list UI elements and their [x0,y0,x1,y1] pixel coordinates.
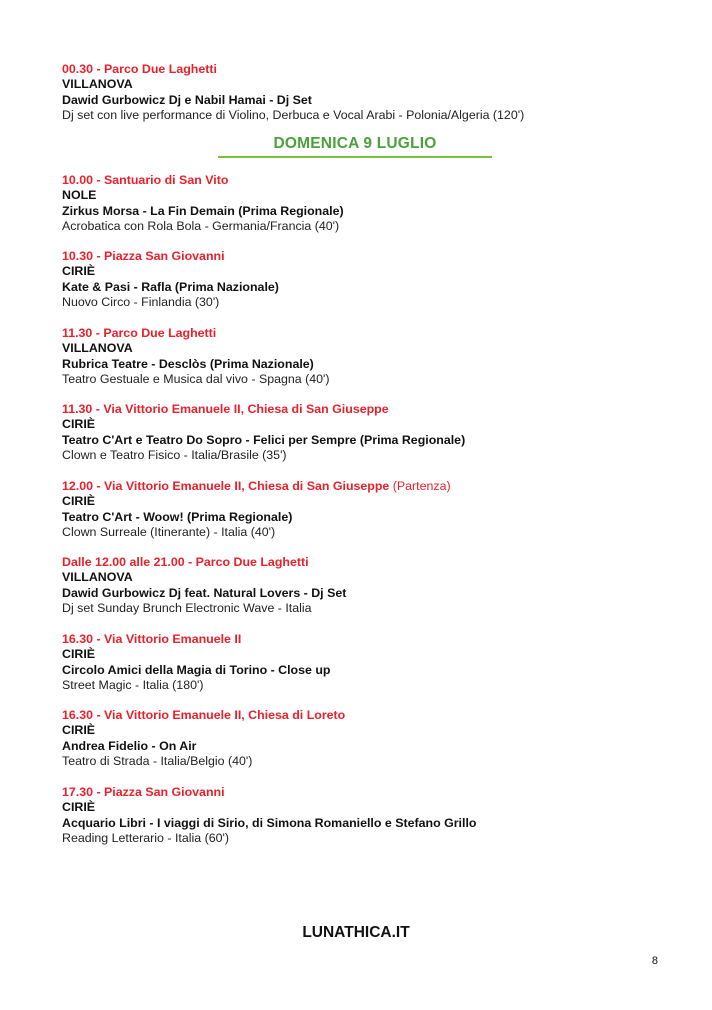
event-time-location: 10.30 - Piazza San Giovanni [62,249,225,263]
day-heading-text: DOMENICA 9 LUGLIO [273,135,437,152]
event-title: Teatro C'Art e Teatro Do Sopro - Felici per Sempre (Prima Regionale) [62,432,466,447]
event-time-location: 12.00 - Via Vittorio Emanuele II, Chiesa di San Giuseppe (Partenza) [62,479,451,493]
event-title: Andrea Fidelio - On Air [62,738,197,753]
event-title: Circolo Amici della Magia di Torino - Close up [62,662,331,677]
event-title: Dawid Gurbowicz Dj feat. Natural Lovers - Dj Set [62,585,347,600]
event-town: CIRIÈ [62,417,96,432]
event-description: Acrobatica con Rola Bola - Germania/Francia (40') [62,218,340,233]
event-block [62,479,682,540]
event-block [62,632,682,693]
event-block [62,402,682,463]
event-time-location: 11.30 - Via Vittorio Emanuele II, Chiesa di San Giuseppe [62,402,389,416]
page-number: 8 [651,955,658,967]
event-block [62,173,682,234]
event-time-location: 16.30 - Via Vittorio Emanuele II, Chiesa di Loreto [62,708,346,722]
event-town: NOLE [62,188,97,203]
event-town: VILLANOVA [62,77,133,92]
event-town: CIRIÈ [62,647,96,662]
day-heading [218,134,492,158]
event-title: Acquario Libri - I viaggi di Sirio, di Simona Romaniello e Stefano Grillo [62,815,477,830]
event-time-location: Dalle 12.00 alle 21.00 - Parco Due Laghetti [62,555,309,569]
event-block-top [62,62,682,123]
website-link[interactable]: LUNATHICA.IT [302,924,410,941]
event-title: Rubrica Teatre - Desclòs (Prima Nazionale) [62,356,314,371]
event-description: Dj set con live performance di Violino, Derbuca e Vocal Arabi - Polonia/Algeria (120') [62,107,525,122]
event-title: Kate & Pasi - Rafla (Prima Nazionale) [62,279,279,294]
event-town: VILLANOVA [62,341,133,356]
event-town: CIRIÈ [62,264,96,279]
event-block [62,708,682,769]
event-description: Teatro Gestuale e Musica dal vivo - Spagna (40') [62,371,330,386]
event-town: VILLANOVA [62,570,133,585]
event-time-location: 11.30 - Parco Due Laghetti [62,326,217,340]
event-time-location: 17.30 - Piazza San Giovanni [62,785,225,799]
event-time-location: 10.00 - Santuario di San Vito [62,173,229,187]
day-heading-underline [218,156,492,158]
event-description: Teatro di Strada - Italia/Belgio (40') [62,753,253,768]
event-block [62,249,682,310]
event-description: Street Magic - Italia (180') [62,677,204,692]
event-time-location: 16.30 - Via Vittorio Emanuele II [62,632,242,646]
event-title: Teatro C'Art - Woow! (Prima Regionale) [62,509,293,524]
event-description: Dj set Sunday Brunch Electronic Wave - Italia [62,600,312,615]
event-description: Reading Letterario - Italia (60') [62,830,229,845]
event-town: CIRIÈ [62,800,96,815]
event-block [62,785,682,846]
event-title: Dawid Gurbowicz Dj e Nabil Hamai - Dj Set [62,92,312,107]
event-block [62,555,682,616]
event-town: CIRIÈ [62,723,96,738]
event-time-location: 00.30 - Parco Due Laghetti [62,62,217,76]
event-block [62,326,682,387]
event-description: Nuovo Circo - Finlandia (30') [62,294,220,309]
event-title: Zirkus Morsa - La Fin Demain (Prima Regionale) [62,203,344,218]
event-description: Clown e Teatro Fisico - Italia/Brasile (35') [62,447,287,462]
event-town: CIRIÈ [62,494,96,509]
event-description: Clown Surreale (Itinerante) - Italia (40') [62,524,276,539]
